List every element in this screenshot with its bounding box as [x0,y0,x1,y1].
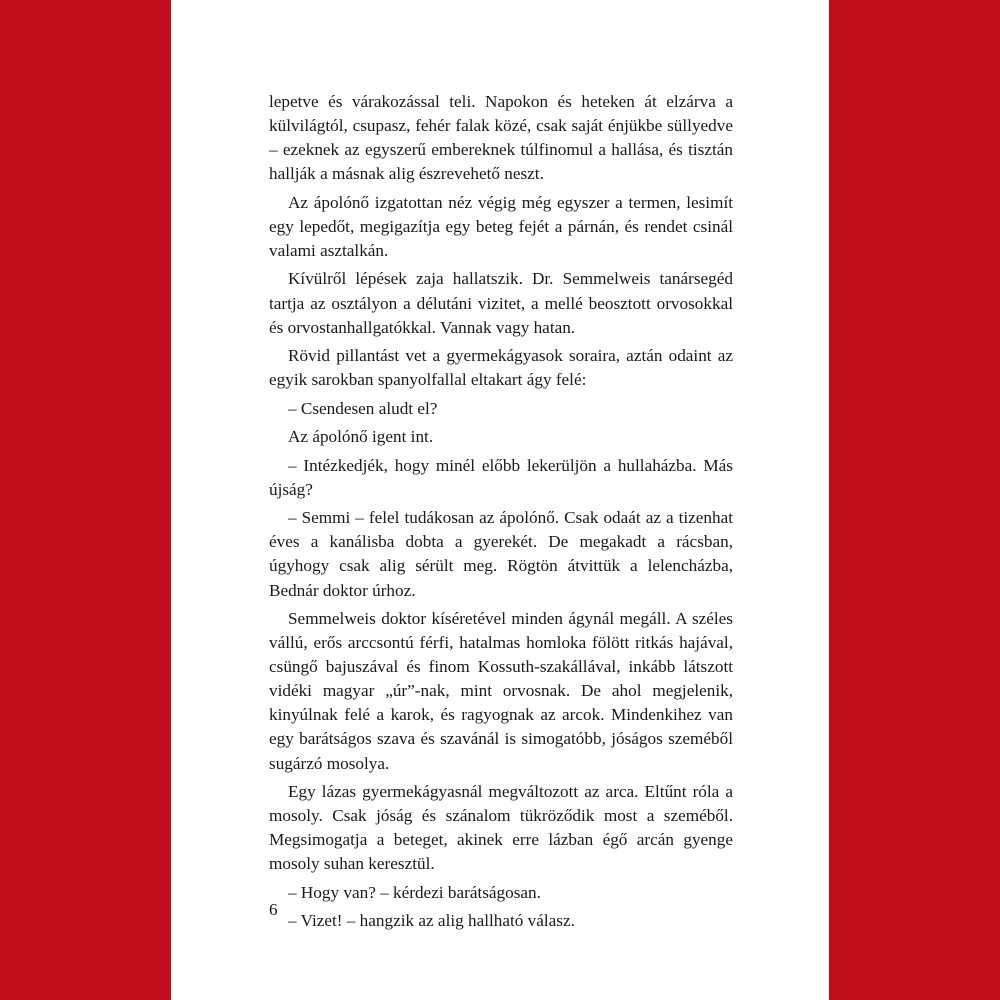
body-text [269,90,733,938]
paragraph: Egy lázas gyermekágyasnál megváltozott az arca. Eltűnt róla a mosoly. Csak jóság és szánalom tükröződik most a szeméből. Megsimogatja a beteget, akinek erre lázban égő arcán gyenge mosoly suhan keresztül. [269,782,733,874]
paragraph: Kívülről lépések zaja hallatszik. Dr. Semmelweis tanársegéd tartja az osztályon a délutáni vizitet, a mellé beosztott orvosokkal és orvostanhallgatókkal. Vannak vagy hatan. [269,269,733,337]
paragraph: – Vizet! – hangzik az alig hallható válasz. [288,911,575,931]
paragraph: Az ápolónő igent int. [288,427,434,447]
page-number: 6 [269,900,278,919]
paragraph: Az ápolónő izgatottan néz végig még egyszer a termen, lesimít egy lepedőt, megigazítja egy beteg fejét a párnán, és rendet csinál valami asztalkán. [269,192,733,260]
paragraph: Semmelweis doktor kíséretével minden ágynál megáll. A széles vállú, erős arccsontú férfi, hatalmas homloka fölött ritkás hajával, csüngő bajuszával és finom Kossuth-szakállával, inkább látszott vidéki magyar „úr”-nak, mint orvosnak. De ahol megjelenik, kinyúlnak felé a karok, és ragyognak az arcok. Mindenkihez van egy barátságos szava és szavánál is simogatóbb, jóságos szeméből sugárzó mosolya. [269,609,733,773]
paragraph: – Csendesen aludt el? [288,398,438,418]
paragraph: lepetve és várakozással teli. Napokon és heteken át elzárva a külvilágtól, csupasz, fehér falak közé, csak saját énjükbe süllyedve – ezeknek az egyszerű embereknek túlfinomul a hallása, és tisztán hallják a másnak alig észrevehető neszt. [269,92,733,184]
paragraph: Rövid pillantást vet a gyermekágyasok soraira, aztán odaint az egyik sarokban spanyolfallal eltakart ágy felé: [269,346,733,390]
paragraph: – Hogy van? – kérdezi barátságosan. [288,882,541,902]
paragraph: – Intézkedjék, hogy minél előbb lekerüljön a hullaházba. Más újság? [269,455,733,499]
paragraph: – Semmi – felel tudákosan az ápolónő. Csak odaát az a tizenhat éves a kanálisba dobta a gyerekét. De megakadt a rácsban, úgyhogy csak alig sérült meg. Rögtön átvittük a lelencházba, Bednár doktor úrhoz. [269,508,733,600]
book-page [171,0,829,1000]
